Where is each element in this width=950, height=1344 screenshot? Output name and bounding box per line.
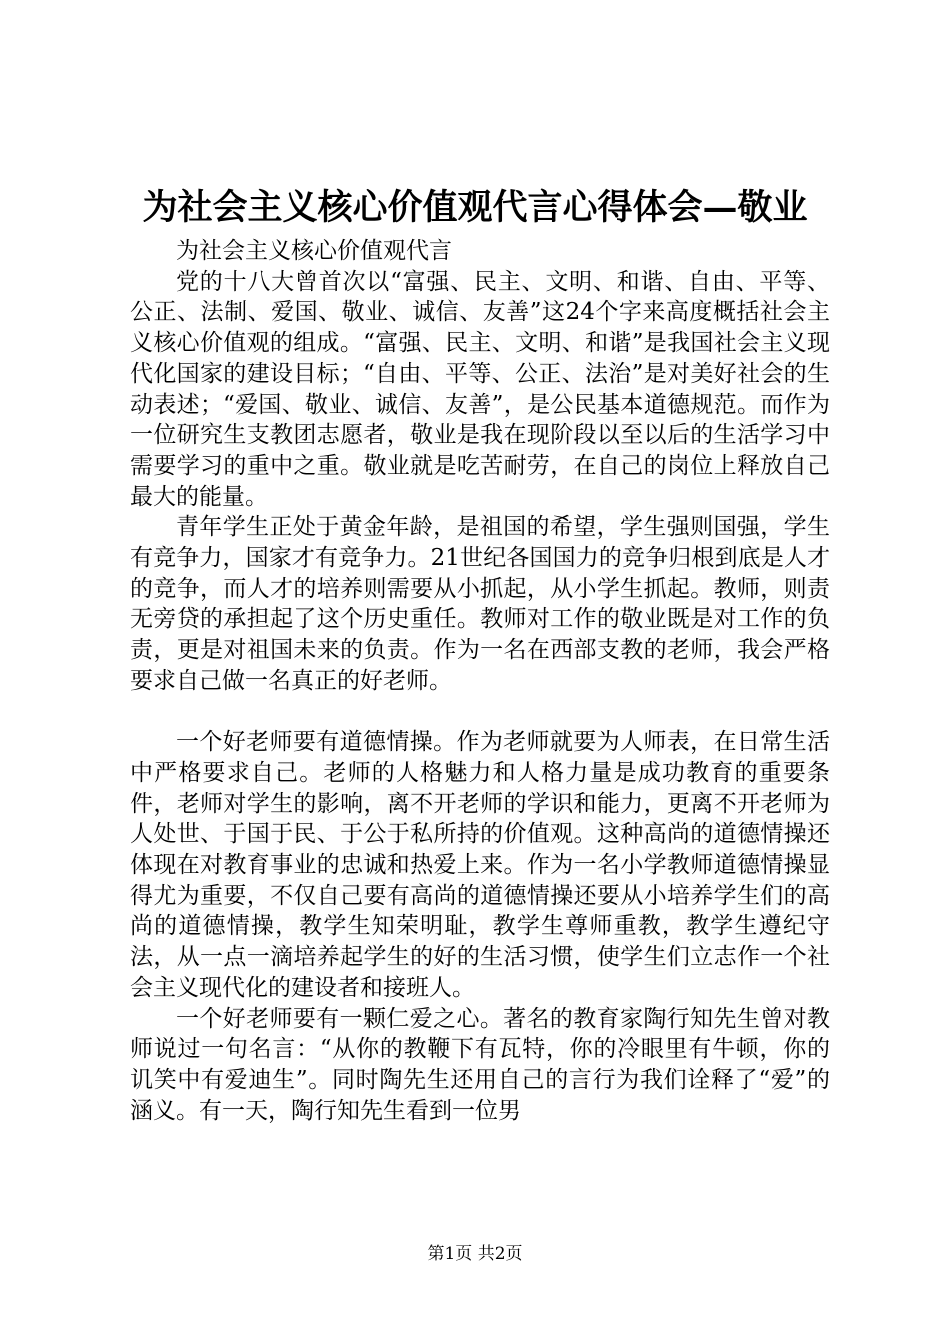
page-number-footer: 第1页 共2页 (427, 1244, 523, 1264)
paragraph-moral-character: 一个好老师要有道德情操。作为老师就要为人师表，在日常生活中严格要求自己。老师的人格魅力和人格力量是成功教育的重要条件，老师对学生的影响，离不开老师的学识和能力，更离不开老师为人处世、于国于民、于公于私所持的价值观。这种高尚的道德情操还体现在对教育事业的忠诚和热爱上来。作为一名小学教师道德情操显得尤为重要，不仅自己要有高尚的道德情操还要从小培养学生们的高尚的道德情操，教学生知荣明耻，教学生尊师重教，教学生遵纪守法，从一点一滴培养起学生的好的生活习惯，使学生们立志作一个社会主义现代化的建设者和接班人。 (130, 729, 830, 1001)
paragraph-benevolence: 一个好老师要有一颗仁爱之心。著名的教育家陶行知先生曾对教师说过一句名言：“从你的教鞭下有瓦特，你的冷眼里有牛顿，你的讥笑中有爱迪生”。同时陶先生还用自己的言行为我们诠释了“爱”的涵义。有一天，陶行知先生看到一位男 (130, 1005, 830, 1124)
document-title: 为社会主义核心价值观代言心得体会—敬业 (142, 187, 808, 228)
paragraph-core-values: 党的十八大曾首次以“富强、民主、文明、和谐、自由、平等、公正、法制、爱国、敬业、诚信、友善”这24个字来高度概括社会主义核心价值观的组成。“富强、民主、文明、和谐”是我国社会主义现代化国家的建设目标；“自由、平等、公正、法治”是对美好社会的生动表述；“爱国、敬业、诚信、友善”，是公民基本道德规范。而作为一位研究生支教团志愿者，敬业是我在现阶段以至以后的生活学习中需要学习的重中之重。敬业就是吃苦耐劳，在自己的岗位上释放自己最大的能量。 (130, 268, 830, 510)
document-body (130, 236, 830, 1126)
subtitle-paragraph: 为社会主义核心价值观代言 (176, 238, 452, 264)
paragraph-youth: 青年学生正处于黄金年龄，是祖国的希望，学生强则国强，学生有竞争力，国家才有竞争力。21世纪各国国力的竞争归根到底是人才的竞争，而人才的培养则需要从小抓起，从小学生抓起。教师，则责无旁贷的承担起了这个历史重任。教师对工作的敬业既是对工作的负责，更是对祖国未来的负责。作为一名在西部支教的老师，我会严格要求自己做一名真正的好老师。 (130, 514, 830, 694)
